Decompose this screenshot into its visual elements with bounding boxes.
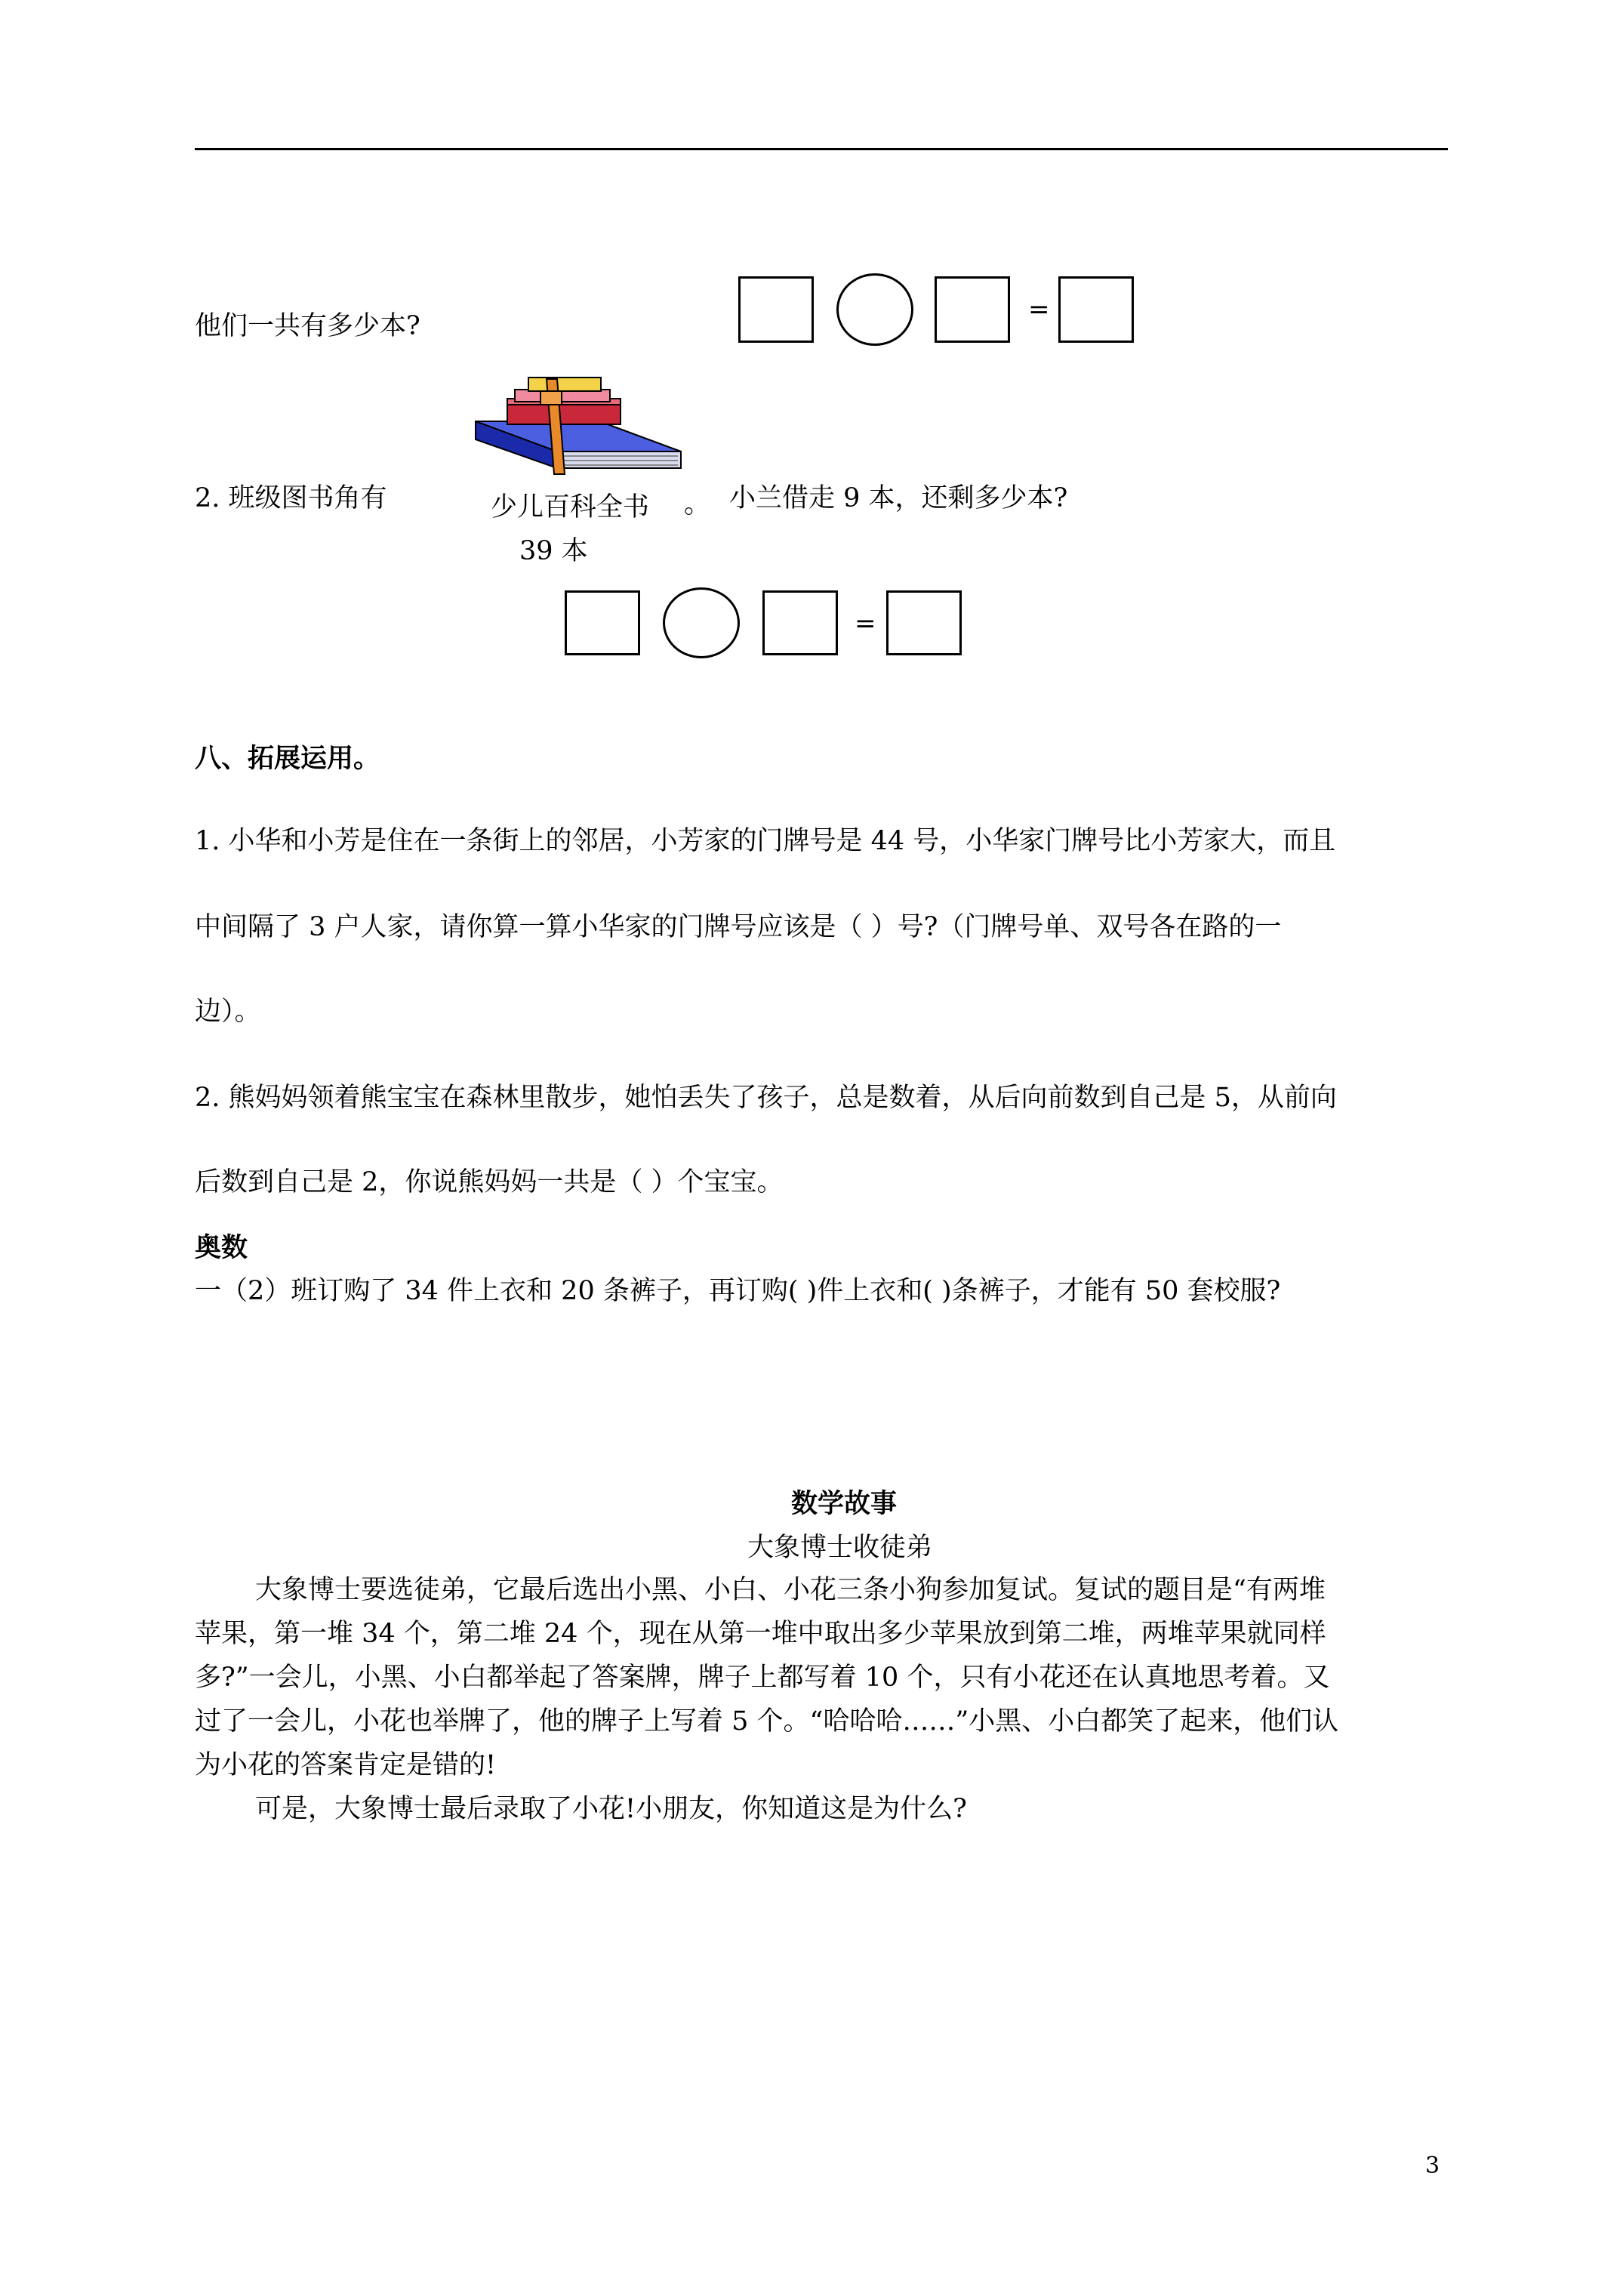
answer-box[interactable] <box>738 276 814 343</box>
story-para-1-line-1: 大象博士要选徒弟，它最后选出小黑、小白、小花三条小狗参加复试。复试的题目是“有两堆 <box>255 1575 1326 1605</box>
problem-1-line-3: 边）。 <box>195 997 261 1027</box>
problem-1-line-1: 1. 小华和小芳是住在一条街上的邻居，小芳家的门牌号是 44 号，小华家门牌号比小芳家大，而且 <box>195 826 1336 856</box>
equals-sign: = <box>1028 294 1050 325</box>
q2-question: 小兰借走 9 本，还剩多少本? <box>729 483 1068 513</box>
page-number: 3 <box>1425 2153 1440 2179</box>
equals-sign: = <box>855 609 876 639</box>
header-rule <box>195 148 1448 150</box>
problem-1-line-2: 中间隔了 3 户人家，请你算一算小华家的门牌号应该是（ ）号?（门牌号单、双号各在路的一 <box>195 912 1282 942</box>
result-box[interactable] <box>1058 276 1134 343</box>
book-count: 39 本 <box>519 536 588 566</box>
answer-box[interactable] <box>762 590 838 655</box>
section-title: 八、拓展运用。 <box>195 743 380 774</box>
problem-2-line-2: 后数到自己是 2，你说熊妈妈一共是（ ）个宝宝。 <box>195 1167 784 1197</box>
books-stack-icon <box>471 376 685 489</box>
caption-dot: 。 <box>684 489 711 519</box>
answer-box[interactable] <box>565 590 640 655</box>
problem-2-line-1: 2. 熊妈妈领着熊宝宝在森林里散步，她怕丢失了孩子，总是数着，从后向前数到自己是 5，从前向 <box>195 1083 1337 1113</box>
olympiad-question: 一（2）班订购了 34 件上衣和 20 条裤子，再订购( )件上衣和( )条裤子，才能有 50 套校服? <box>195 1276 1281 1306</box>
story-para-1-line-4: 过了一会儿，小花也举牌了，他的牌子上写着 5 个。“哈哈哈……”小黑、小白都笑了起来，他们认 <box>195 1706 1339 1737</box>
story-para-1-line-3: 多?”一会儿，小黑、小白都举起了答案牌，牌子上都写着 10 个，只有小花还在认真地思考着。又 <box>195 1663 1330 1693</box>
story-heading: 数学故事 <box>791 1488 898 1519</box>
result-box[interactable] <box>886 590 962 655</box>
story-para-2: 可是，大象博士最后录取了小花!小朋友，你知道这是为什么? <box>255 1794 967 1824</box>
story-para-1-line-5: 为小花的答案肯定是错的! <box>195 1750 497 1780</box>
answer-box[interactable] <box>935 276 1010 343</box>
q2-prefix: 2. 班级图书角有 <box>195 483 387 513</box>
operator-circle[interactable] <box>663 587 740 658</box>
story-para-1-line-2: 苹果，第一堆 34 个，第二堆 24 个，现在从第一堆中取出多少苹果放到第二堆，两堆苹果就同样 <box>195 1619 1326 1649</box>
q1-question: 他们一共有多少本? <box>195 311 420 341</box>
operator-circle[interactable] <box>836 273 913 346</box>
book-caption: 少儿百科全书 <box>491 492 650 522</box>
olympiad-title: 奥数 <box>195 1232 248 1263</box>
story-title: 大象博士收徒弟 <box>747 1533 933 1563</box>
